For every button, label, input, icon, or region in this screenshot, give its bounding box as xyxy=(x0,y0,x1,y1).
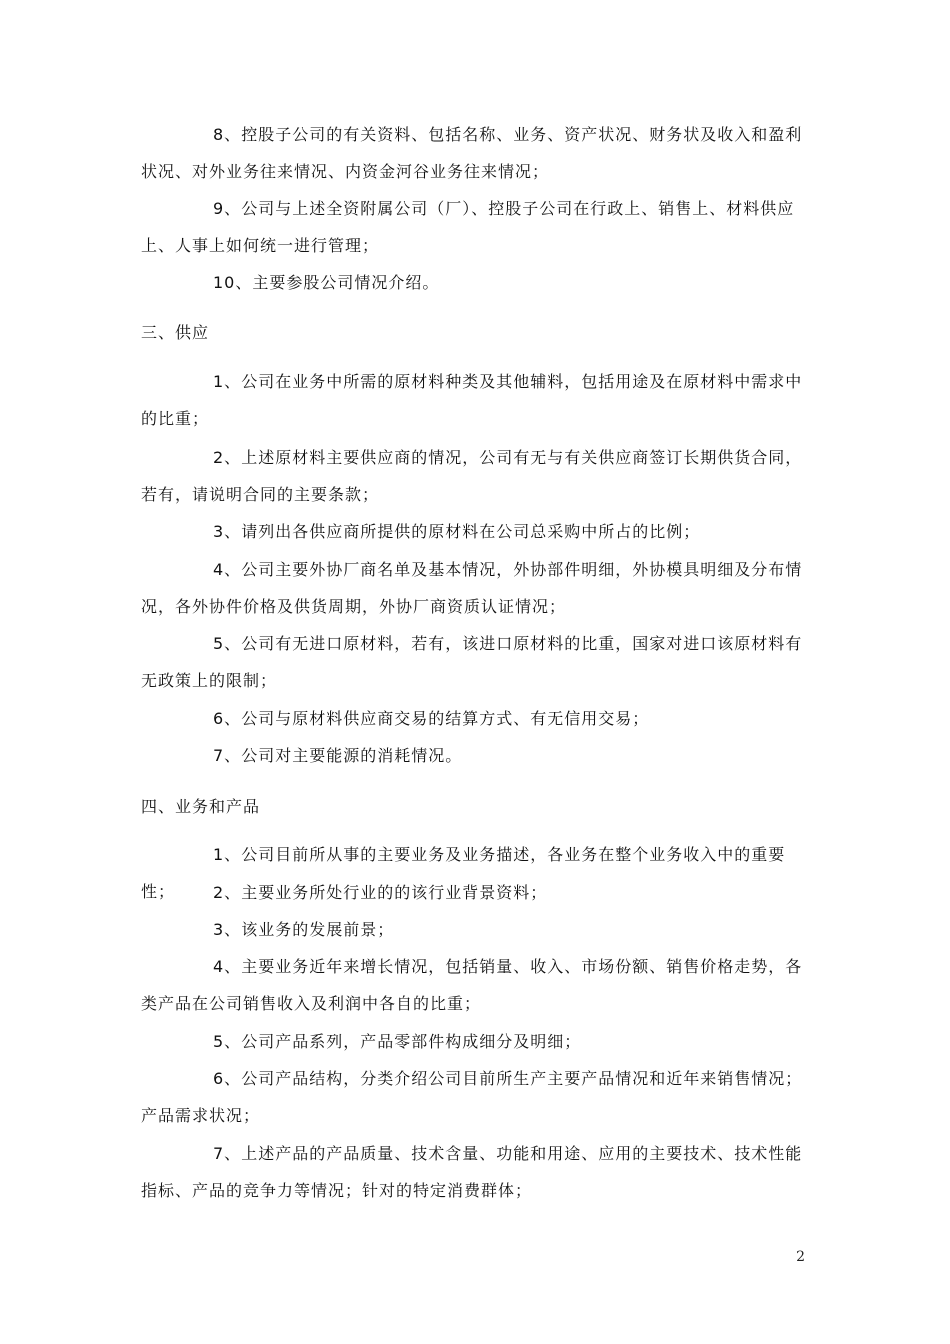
list-item xyxy=(141,439,809,513)
item-number: 1、 xyxy=(213,845,242,864)
list-item xyxy=(141,911,809,948)
item-text: 该业务的发展前景； xyxy=(241,920,395,939)
item-number: 9、 xyxy=(213,199,242,218)
item-text: 请列出各供应商所提供的原材料在公司总采购中所占的比例； xyxy=(241,522,701,541)
item-number: 2、 xyxy=(213,448,242,467)
item-number: 3、 xyxy=(213,920,242,939)
list-item xyxy=(141,363,809,437)
list-item xyxy=(141,700,809,737)
item-text: 公司主要外协厂商名单及基本情况，外协部件明细，外协模具明细及分布情况，各外协件价格及供货周期，外协厂商资质认证情况； xyxy=(141,560,803,616)
item-number: 2、 xyxy=(213,883,242,902)
item-text: 控股子公司的有关资料、包括名称、业务、资产状况、财务状及收入和盈利状况、对外业务往来情况、内资金河谷业务往来情况； xyxy=(141,125,803,181)
list-item xyxy=(141,737,809,774)
item-number: 3、 xyxy=(213,522,242,541)
section-heading: 四、业务和产品 xyxy=(141,797,261,816)
list-item xyxy=(141,874,809,911)
item-number: 10、 xyxy=(213,273,253,292)
item-text: 上述产品的产品质量、技术含量、功能和用途、应用的主要技术、技术性能指标、产品的竞争力等情况；针对的特定消费群体； xyxy=(141,1144,803,1200)
item-text: 主要业务所处行业的的该行业背景资料； xyxy=(241,883,548,902)
item-number: 8、 xyxy=(213,125,242,144)
list-item xyxy=(141,264,809,301)
item-number: 7、 xyxy=(213,1144,242,1163)
item-text: 公司在业务中所需的原材料种类及其他辅料，包括用途及在原材料中需求中的比重； xyxy=(141,372,803,428)
item-text: 公司有无进口原材料，若有，该进口原材料的比重，国家对进口该原材料有无政策上的限制； xyxy=(141,634,803,690)
list-item xyxy=(141,1060,809,1134)
list-item xyxy=(141,948,809,1022)
item-text: 主要业务近年来增长情况，包括销量、收入、市场份额、销售价格走势，各类产品在公司销售收入及利润中各自的比重； xyxy=(141,957,803,1013)
list-item xyxy=(141,1023,809,1060)
item-text: 公司与上述全资附属公司（厂）、控股子公司在行政上、销售上、材料供应上、人事上如何统一进行管理； xyxy=(141,199,795,255)
item-number: 6、 xyxy=(213,709,242,728)
item-number: 4、 xyxy=(213,560,242,579)
list-item xyxy=(141,1135,809,1209)
list-item xyxy=(141,116,809,190)
list-item xyxy=(141,625,809,699)
item-text: 上述原材料主要供应商的情况，公司有无与有关供应商签订长期供货合同，若有，请说明合同的主要条款； xyxy=(141,448,803,504)
item-text: 公司与原材料供应商交易的结算方式、有无信用交易； xyxy=(241,709,650,728)
item-text: 公司产品系列，产品零部件构成细分及明细； xyxy=(241,1032,582,1051)
item-text: 公司产品结构，分类介绍公司目前所生产主要产品情况和近年来销售情况；产品需求状况； xyxy=(141,1069,803,1125)
item-text: 公司目前所从事的主要业务及业务描述，各业务在整个业务收入中的重要性； xyxy=(141,845,786,901)
item-number: 6、 xyxy=(213,1069,242,1088)
item-number: 5、 xyxy=(213,634,242,653)
list-item xyxy=(141,551,809,625)
section-heading: 三、供应 xyxy=(141,323,210,342)
list-item xyxy=(141,513,809,550)
item-number: 1、 xyxy=(213,372,242,391)
item-number: 5、 xyxy=(213,1032,242,1051)
item-number: 4、 xyxy=(213,957,242,976)
page-number: 2 xyxy=(796,1249,805,1265)
item-text: 主要参股公司情况介绍。 xyxy=(252,273,440,292)
list-item xyxy=(141,190,809,264)
item-text: 公司对主要能源的消耗情况。 xyxy=(241,746,463,765)
item-number: 7、 xyxy=(213,746,242,765)
